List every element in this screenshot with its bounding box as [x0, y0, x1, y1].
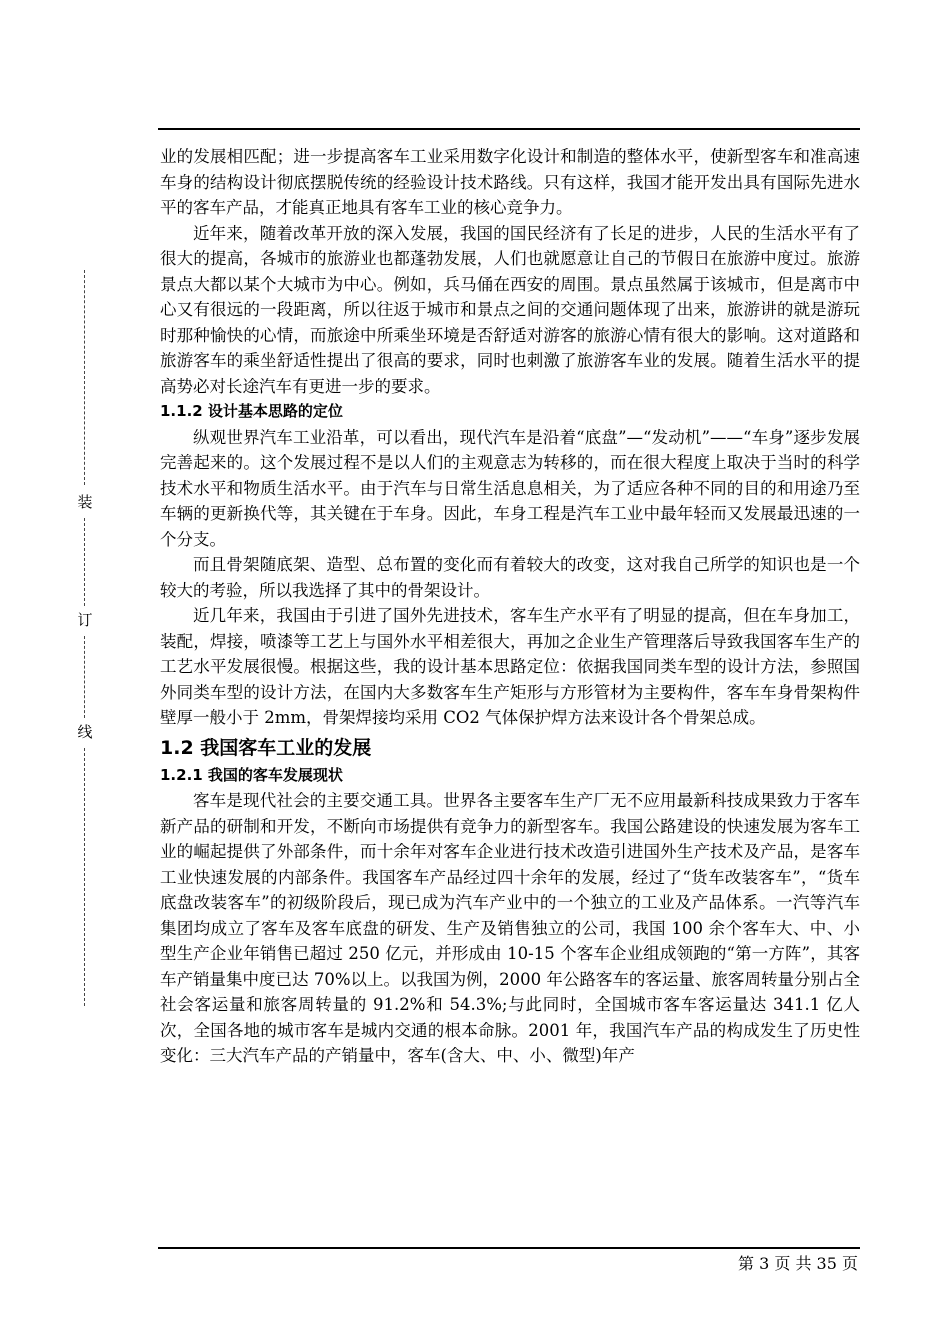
- paragraph: 纵观世界汽车工业沿革，可以看出，现代汽车是沿着“底盘”—“发动机”——“车身”逐步发展完善起来的。这个发展过程不是以人们的主观意志为转移的，而在很大程度上取决于当时的科学技术水平和物质生活水平。由于汽车与日常生活息息相关，为了适应各种不同的目的和用途乃至车辆的更新换代等，其关键在于车身。因此，车身工程是汽车工业中最年轻而又发展最迅速的一个分支。: [160, 427, 860, 549]
- binding-char-zhuang: 装: [77, 493, 93, 511]
- paragraph: 而且骨架随底架、造型、总布置的变化而有着较大的改变，这对我自己所学的知识也是一个较大的考验，所以我选择了其中的骨架设计。: [160, 555, 860, 600]
- section-heading-1-1-2: 1.1.2 设计基本思路的定位: [160, 402, 343, 420]
- section-heading-1-2: 1.2 我国客车工业的发展: [160, 736, 372, 759]
- binding-dashed-line: [84, 518, 85, 606]
- paragraph: 客车是现代社会的主要交通工具。世界各主要客车生产厂无不应用最新科技成果致力于客车新产品的研制和开发，不断向市场提供有竞争力的新型客车。我国公路建设的快速发展为客车工业的崛起提供了外部条件，而十余年对客车企业进行技术改造引进国外生产技术及产品，是客车工业快速发展的内部条件。我国客车产品经过四十余年的发展，经过了“货车改装客车”，“货车底盘改装客车”的初级阶段后，现已成为汽车产业中的一个独立的工业及产品体系。一汽等汽车集团均成立了客车及客车底盘的研发、生产及销售独立的公司，我国 100 余个客车大、中、小型生产企业年销售已超过 250 亿元，并形成由 10-15 个客车企业组成领跑的“第一方阵”，其客车产销量集中度已达 70%以上。以我国为例，2000 年公路客车的客运量、旅客周转量分别占全社会客运量和旅客周转量的 91.2%和 54.3%;与此同时，全国城市客车客运量达 341.1 亿人次，全国各地的城市客车是城内交通的根本命脉。2001 年，我国汽车产品的构成发生了历史性变化：三大汽车产品的产销量中，客车(含大、中、小、微型)年产: [160, 791, 860, 1065]
- header-rule: [158, 128, 860, 130]
- binding-dashed-line: [84, 270, 85, 485]
- page-number: 第 3 页 共 35 页: [738, 1254, 858, 1273]
- binding-char-ding: 订: [77, 611, 93, 629]
- paragraph: 近几年来，我国由于引进了国外先进技术，客车生产水平有了明显的提高，但在车身加工，装配，焊接，喷漆等工艺上与国外水平相差很大，再加之企业生产管理落后导致我国客车生产的工艺水平发展很慢。根据这些，我的设计基本思路定位：依据我国同类车型的设计方法，参照国外同类车型的设计方法，在国内大多数客车生产矩形与方形管材为主要构件，客车车身骨架构件壁厚一般小于 2mm，骨架焊接均采用 CO2 气体保护焊方法来设计各个骨架总成。: [160, 606, 860, 727]
- section-heading-1-2-1: 1.2.1 我国的客车发展现状: [160, 765, 343, 784]
- page-body: [160, 144, 860, 1069]
- binding-char-xian: 线: [77, 723, 93, 741]
- paragraph: 业的发展相匹配；进一步提高客车工业采用数字化设计和制造的整体水平，使新型客车和准高速车身的结构设计彻底摆脱传统的经验设计技术路线。只有这样，我国才能开发出具有国际先进水平的客车产品，才能真正地具有客车工业的核心竞争力。: [160, 147, 860, 217]
- footer-rule: [158, 1247, 860, 1249]
- binding-dashed-line: [84, 748, 85, 1006]
- binding-dashed-line: [84, 636, 85, 718]
- paragraph: 近年来，随着改革开放的深入发展，我国的国民经济有了长足的进步，人民的生活水平有了很大的提高，各城市的旅游业也都蓬勃发展，人们也就愿意让自己的节假日在旅游中度过。旅游景点大都以某个大城市为中心。例如，兵马俑在西安的周围。景点虽然属于该城市，但是离市中心又有很远的一段距离，所以往返于城市和景点之间的交通问题体现了出来，旅游讲的就是游玩时那种愉快的心情，而旅途中所乘坐环境是否舒适对游客的旅游心情有很大的影响。这对道路和旅游客车的乘坐舒适性提出了很高的要求，同时也刺激了旅游客车业的发展。随着生活水平的提高势必对长途汽车有更进一步的要求。: [160, 223, 860, 396]
